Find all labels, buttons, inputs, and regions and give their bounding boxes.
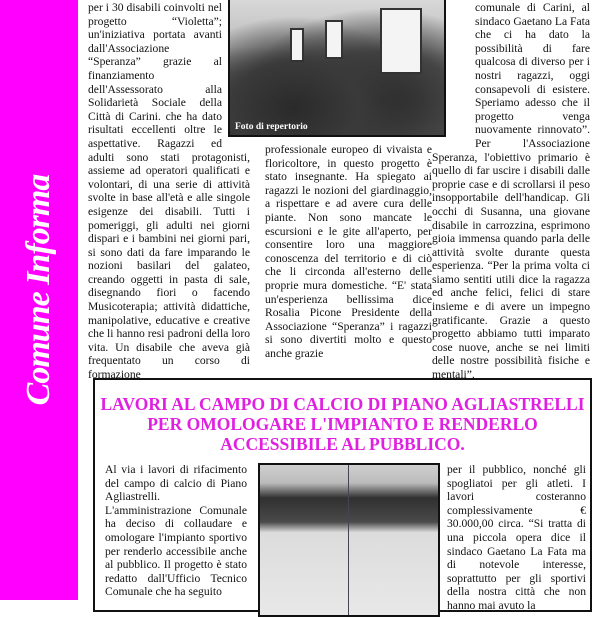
photo-caption: Foto di repertorio	[235, 122, 308, 132]
article-text: Al via i lavori di rifacimento del campo di calcio di Piano Agliastrelli. L'amministrazione Comunale ha deciso di collaudare e omologare l'impianto sportivo per renderlo accessibile anche al pubblico. Il progetto è stato redatto dall'Ufficio Tecnico Comunale che ha seguito	[105, 463, 247, 599]
article-column-2	[447, 463, 586, 613]
bottom-article-box	[93, 378, 592, 612]
sidebar-banner	[0, 0, 78, 600]
article-column-1	[88, 1, 250, 382]
article-text: comunale di Carini, al sindaco Gaetano La Fata che ci ha dato la possibilità di fare qualcosa di diverso per i nostri ragazzi, oggi consapevoli di esistere. Speriamo adesso che il progetto venga nuovamente rinnovato”. Per l'Associazione Speranza, l'obiettivo primario è quello di far uscire i disabili dalle proprie case e di scrollarsi il peso insopportabile dell'handicap. Gli occhi di Susanna, una giovane disabile in carrozzina, esprimono gioia immensa quando parla delle attività svolte durante questa esperienza. “Per la prima volta ci siamo sentiti utili dice la ragazza ed anche felici, felici di stare insieme e di avere un impegno gratificante. Grazie a questo progetto abbiamo tutti imparato cose nuove, anche se nei limiti delle nostre possibilità fisiche e mentali”.	[432, 1, 590, 382]
photo-window	[290, 28, 304, 62]
masthead-title: Comune Informa	[20, 174, 57, 406]
article-text: per i 30 disabili coinvolti nel progetto “Violetta”; un'iniziativa portata avanti dall'Associazione “Speranza” grazie al finanziamento dell'Assessorato alla Solidarietà Sociale della Città di Carini. che ha dato risultati eccellenti oltre le aspettative. Ragazzi ed adulti sono stati protagonisti, assieme ad operatori qualificati e volontari, di una serie di attività svolte in base all'età e alle singole esigenze dei disabili. Tutti i pomeriggi, gli adulti nei giorni dispari e i bambini nei giorni pari, si sono dati da fare imparando le nozioni basilari del galateo, creando oggetti in pasta di sale, disegnando fiori o facendo Musicoterapia; attività didattiche, manipolative, educative e creative che li hanno resi padroni della loro vita. Un disabile che aveva già frequentato un corso di formazione	[88, 1, 250, 382]
photo-window	[325, 20, 343, 59]
article-text: professionale europeo di vivaista e floricoltore, in questo progetto è stato insegnante. Ha spiegato ai ragazzi le nozioni del giardinaggio, a rispettare e ad avere cura delle piante. Non sono mancate le escursioni e le gite all'aperto, per consentire loro una maggiore conoscenza del territorio e di ciò che li circonda all'esterno delle proprie mura domestiche. “E' stata un'esperienza bellissima dice Rosalia Picone Presidente della Associazione “Speranza” i ragazzi si sono divertiti molto e questo anche grazie	[265, 143, 432, 360]
article-headline: LAVORI AL CAMPO DI CALCIO DI PIANO AGLIASTRELLI PER OMOLOGARE L'IMPIANTO E RENDERLO ACCESSIBILE AL PUBBLICO.	[100, 394, 585, 454]
article-photo	[228, 0, 446, 137]
article-column-2	[265, 143, 432, 361]
football-field-photo	[258, 463, 440, 617]
photo-window	[380, 8, 422, 74]
article-text: per il pubblico, nonché gli spogliatoi per gli atleti. I lavori costeranno complessivamente € 30.000,00 circa. “Si tratta di una piccola opera dice il sindaco Gaetano La Fata ma di notevole interesse, soprattutto per gli sportivi della nostra città che non hanno mai avuto la	[447, 463, 586, 612]
article-column-1	[105, 463, 247, 599]
photo-pole	[348, 465, 349, 615]
article-column-3	[432, 1, 590, 382]
